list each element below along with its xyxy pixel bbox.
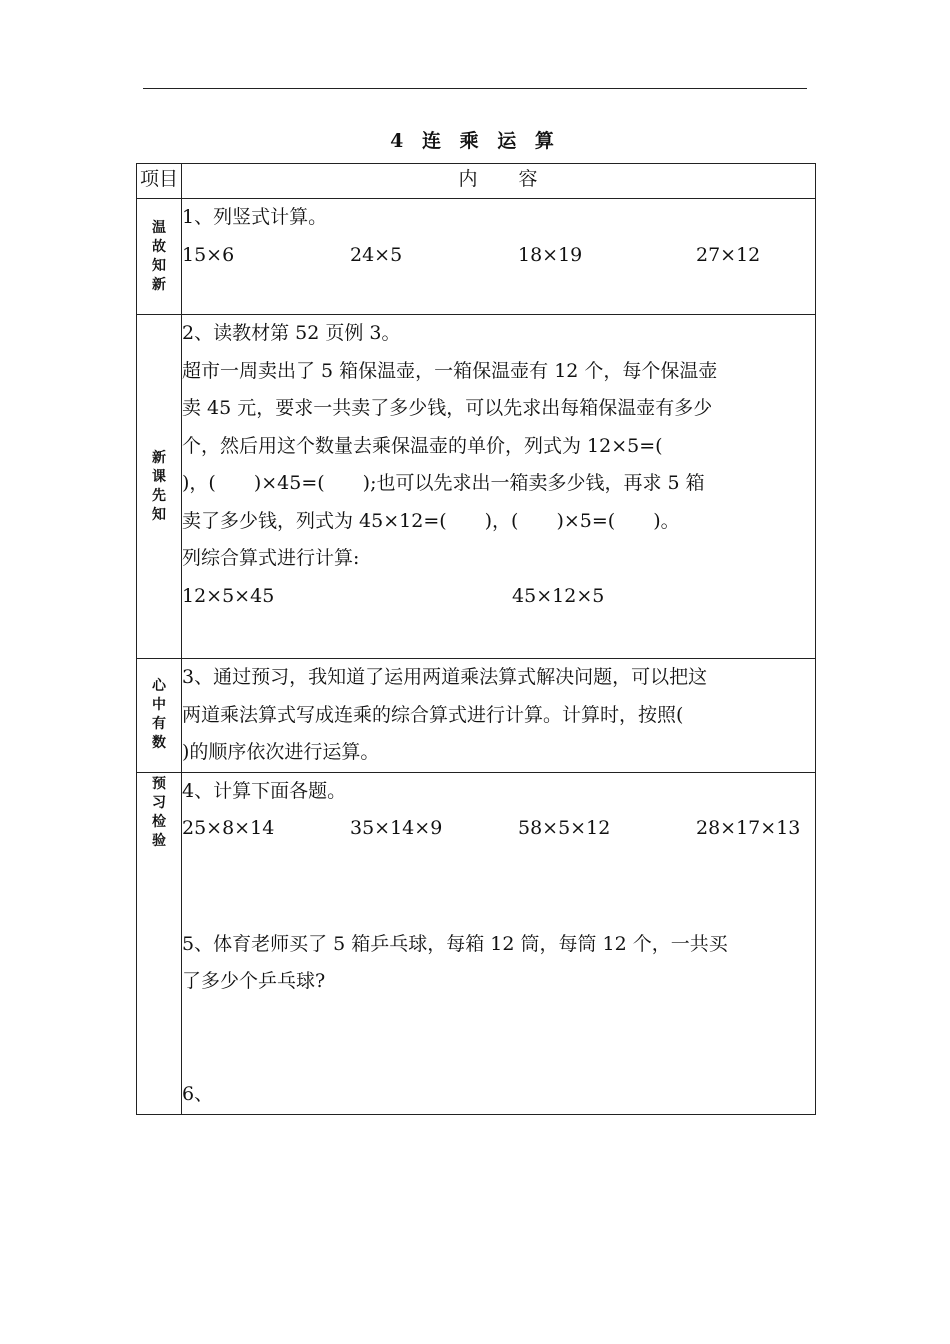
expression: 24×5 (350, 243, 403, 266)
question-2-line: 个，然后用这个数量去乘保温壶的单价，列式为 12×5=( (182, 434, 663, 457)
section-summary-label: 心 中 有 数 (137, 659, 182, 773)
question-2-line: 列综合算式进行计算: (182, 547, 360, 569)
expression: 25×8×14 (182, 817, 275, 839)
worksheet-table (136, 163, 816, 1115)
expression: 27×12 (696, 243, 761, 266)
question-5-line: 5、体育老师买了 5 箱乒乓球，每箱 12 筒，每筒 12 个，一共买 (182, 932, 728, 955)
page-title: 4 连 乘 运 算 (390, 130, 560, 152)
section-check-row (137, 772, 816, 1114)
section-new-lesson-label: 新 课 先 知 (137, 315, 182, 659)
section-new-lesson-content (182, 315, 816, 659)
question-4-expressions (182, 810, 815, 848)
question-6-label: 6、 (182, 1082, 214, 1105)
question-2-expressions (182, 578, 815, 616)
section-summary-row (137, 659, 816, 773)
section-new-lesson-row (137, 315, 816, 659)
question-2-line: )，( )×45=( );也可以先求出一箱卖多少钱，再求 5 箱 (182, 472, 705, 494)
question-2-line: 2、读教材第 52 页例 3。 (182, 322, 401, 344)
expression: 58×5×12 (518, 817, 611, 839)
answer-space (182, 1001, 815, 1076)
section-review-content (182, 199, 816, 315)
section-review-label: 温 故 知 新 (137, 199, 182, 315)
expression: 28×17×13 (696, 817, 801, 839)
question-2-line: 超市一周卖出了 5 箱保温壶，一箱保温壶有 12 个，每个保温壶 (182, 359, 718, 382)
question-2-line: 卖 45 元，要求一共卖了多少钱，可以先求出每箱保温壶有多少 (182, 397, 713, 419)
expression: 35×14×9 (350, 817, 443, 839)
section-check-content (182, 772, 816, 1114)
question-5-line: 了多少个乒乓球? (182, 970, 326, 992)
expression: 18×19 (518, 243, 583, 266)
question-1-title: 1、列竖式计算。 (182, 206, 328, 228)
table-header-row (137, 164, 816, 199)
answer-space (182, 848, 815, 926)
question-4-title: 4、计算下面各题。 (182, 779, 347, 802)
section-check-label: 预 习 检 验 (137, 772, 182, 1114)
question-3-line: 3、通过预习，我知道了运用两道乘法算式解决问题，可以把这 (182, 666, 708, 688)
expression: 45×12×5 (512, 584, 605, 607)
section-summary-content (182, 659, 816, 773)
header-content-cell: 内 容 (182, 164, 816, 199)
question-2-line: 卖了多少钱，列式为 45×12=( )，( )×5=( )。 (182, 509, 680, 532)
question-3-line: 两道乘法算式写成连乘的综合算式进行计算。计算时，按照( (182, 703, 684, 726)
expression: 12×5×45 (182, 584, 275, 607)
header-rule (143, 88, 807, 89)
question-3-line: )的顺序依次进行运算。 (182, 741, 380, 763)
header-item-cell: 项目 (137, 164, 182, 199)
question-1-expressions (182, 237, 815, 275)
expression: 15×6 (182, 243, 235, 266)
section-review-row (137, 199, 816, 315)
